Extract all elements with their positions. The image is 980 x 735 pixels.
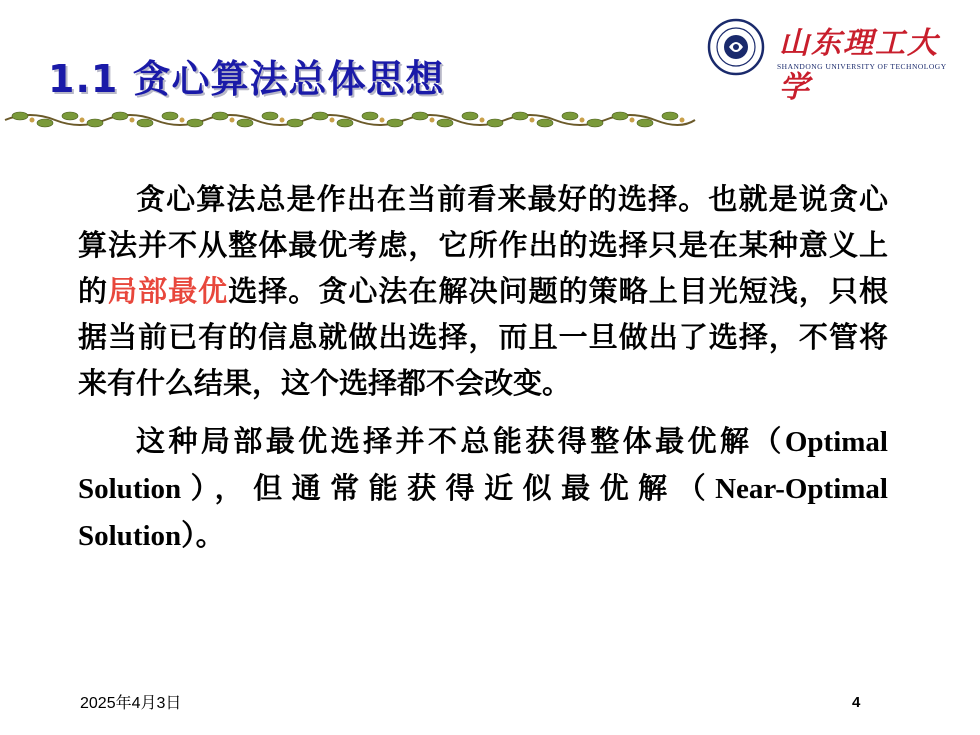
paragraph-2-text-b: ），但通常能获得近似最优解（ xyxy=(181,471,716,505)
paragraph-2 xyxy=(78,418,888,559)
logo-english-name: SHANDONG UNIVERSITY OF TECHNOLOGY xyxy=(777,62,947,71)
vine-divider xyxy=(0,108,700,130)
paragraph-1-text-a: 贪心算法总是作出在当前看来最好的选择。也就是说贪心算法并不从整体最优考虑，它所作出的选择只是在某种意义上的 xyxy=(78,182,888,308)
slide-body xyxy=(78,176,888,559)
paragraph-1 xyxy=(78,176,888,406)
university-seal-icon xyxy=(707,18,765,76)
paragraph-2-text-c: ）。 xyxy=(181,518,225,552)
footer-date: 2025年4月3日 xyxy=(80,695,182,712)
page-number: 4 xyxy=(852,694,861,711)
term-optimal-solution: Optimal Solution xyxy=(78,426,888,505)
term-near-optimal-solution: Near-Optimal Solution xyxy=(78,473,888,552)
paragraph-2-text-a: 这种局部最优选择并不总能获得整体最优解（ xyxy=(136,424,785,458)
paragraph-1-text-b: 选择。贪心法在解决问题的策略上目光短浅，只根据当前已有的信息就做出选择，而且一旦做出了选择，不管将来有什么结果，这个选择都不会改变。 xyxy=(78,274,888,400)
page-title: 1.1 贪心算法总体思想 xyxy=(48,57,445,101)
highlight-local-optimum: 局部最优 xyxy=(108,274,229,308)
logo-chinese-name: 山东理工大学 xyxy=(779,26,939,105)
university-logo xyxy=(707,18,962,105)
